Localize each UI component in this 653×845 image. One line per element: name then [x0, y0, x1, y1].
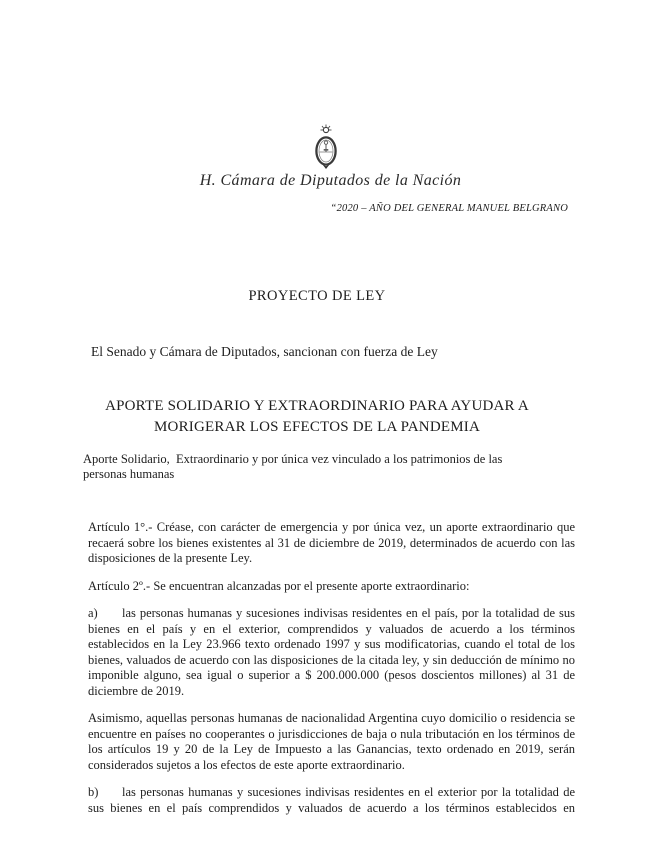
document-title: PROYECTO DE LEY: [248, 288, 386, 304]
enacting-clause: El Senado y Cámara de Diputados, sancionan con fuerza de Ley: [91, 344, 438, 359]
list-item-a-text: las personas humanas y sucesiones indivisas residentes en el país, por la totalidad de sus bienes en el país y en el exterior, comprendidos y valuados de acuerdo a los términos establecidos en la Ley 23.966 texto ordenado 1997 y sus modificatorias, cuando el total de los bienes, valuados de acuerdo con las disposiciones de la citada ley, y sin deducción de mínimo no imponible alguno, sea igual o superior a $ 200.000.000 (pesos doscientos millones) al 31 de diciembre de 2019.: [88, 606, 575, 698]
law-title-line-2: MORIGERAR LOS EFECTOS DE LA PANDEMIA: [154, 419, 480, 435]
document-body: [88, 520, 575, 828]
law-title: [0, 396, 634, 438]
document-subtitle: Aporte Solidario, Extraordinario y por única vez vinculado a los patrimonios de las personas humanas: [83, 452, 506, 481]
year-epigraph: “2020 – AÑO DEL GENERAL MANUEL BELGRANO: [330, 203, 568, 214]
list-item-a: [88, 606, 575, 699]
article-1-paragraph: Artículo 1°.- Créase, con carácter de emergencia y por única vez, un aporte extraordinario que recaerá sobre los bienes existentes al 31 de diciembre de 2019, determinados de acuerdo con las disposiciones de la presente Ley.: [88, 520, 575, 565]
institution-name: H. Cámara de Diputados de la Nación: [199, 172, 462, 189]
law-title-line-1: APORTE SOLIDARIO Y EXTRAORDINARIO PARA AYUDAR A: [105, 398, 529, 414]
list-item-b-text: las personas humanas y sucesiones indivisas residentes en el exterior por la totalidad de sus bienes en el país comprendidos y valuados de acuerdo a los términos establecidos en: [88, 785, 575, 815]
continuation-paragraph: Asimismo, aquellas personas humanas de nacionalidad Argentina cuyo domicilio o residencia se encuentre en países no cooperantes o jurisdicciones de baja o nula tributación en los términos de los artículos 19 y 20 de la Ley de Impuesto a las Ganancias, texto ordenado en 2019, serán considerados sujetos a los efectos de este aporte extraordinario.: [88, 711, 575, 772]
list-item-b-label: b): [88, 785, 99, 799]
list-item-b: [88, 785, 575, 816]
list-item-a-label: a): [88, 606, 98, 620]
article-2-paragraph: Artículo 2º.- Se encuentran alcanzadas por el presente aporte extraordinario:: [88, 578, 470, 593]
coat-of-arms-icon: [313, 124, 339, 172]
